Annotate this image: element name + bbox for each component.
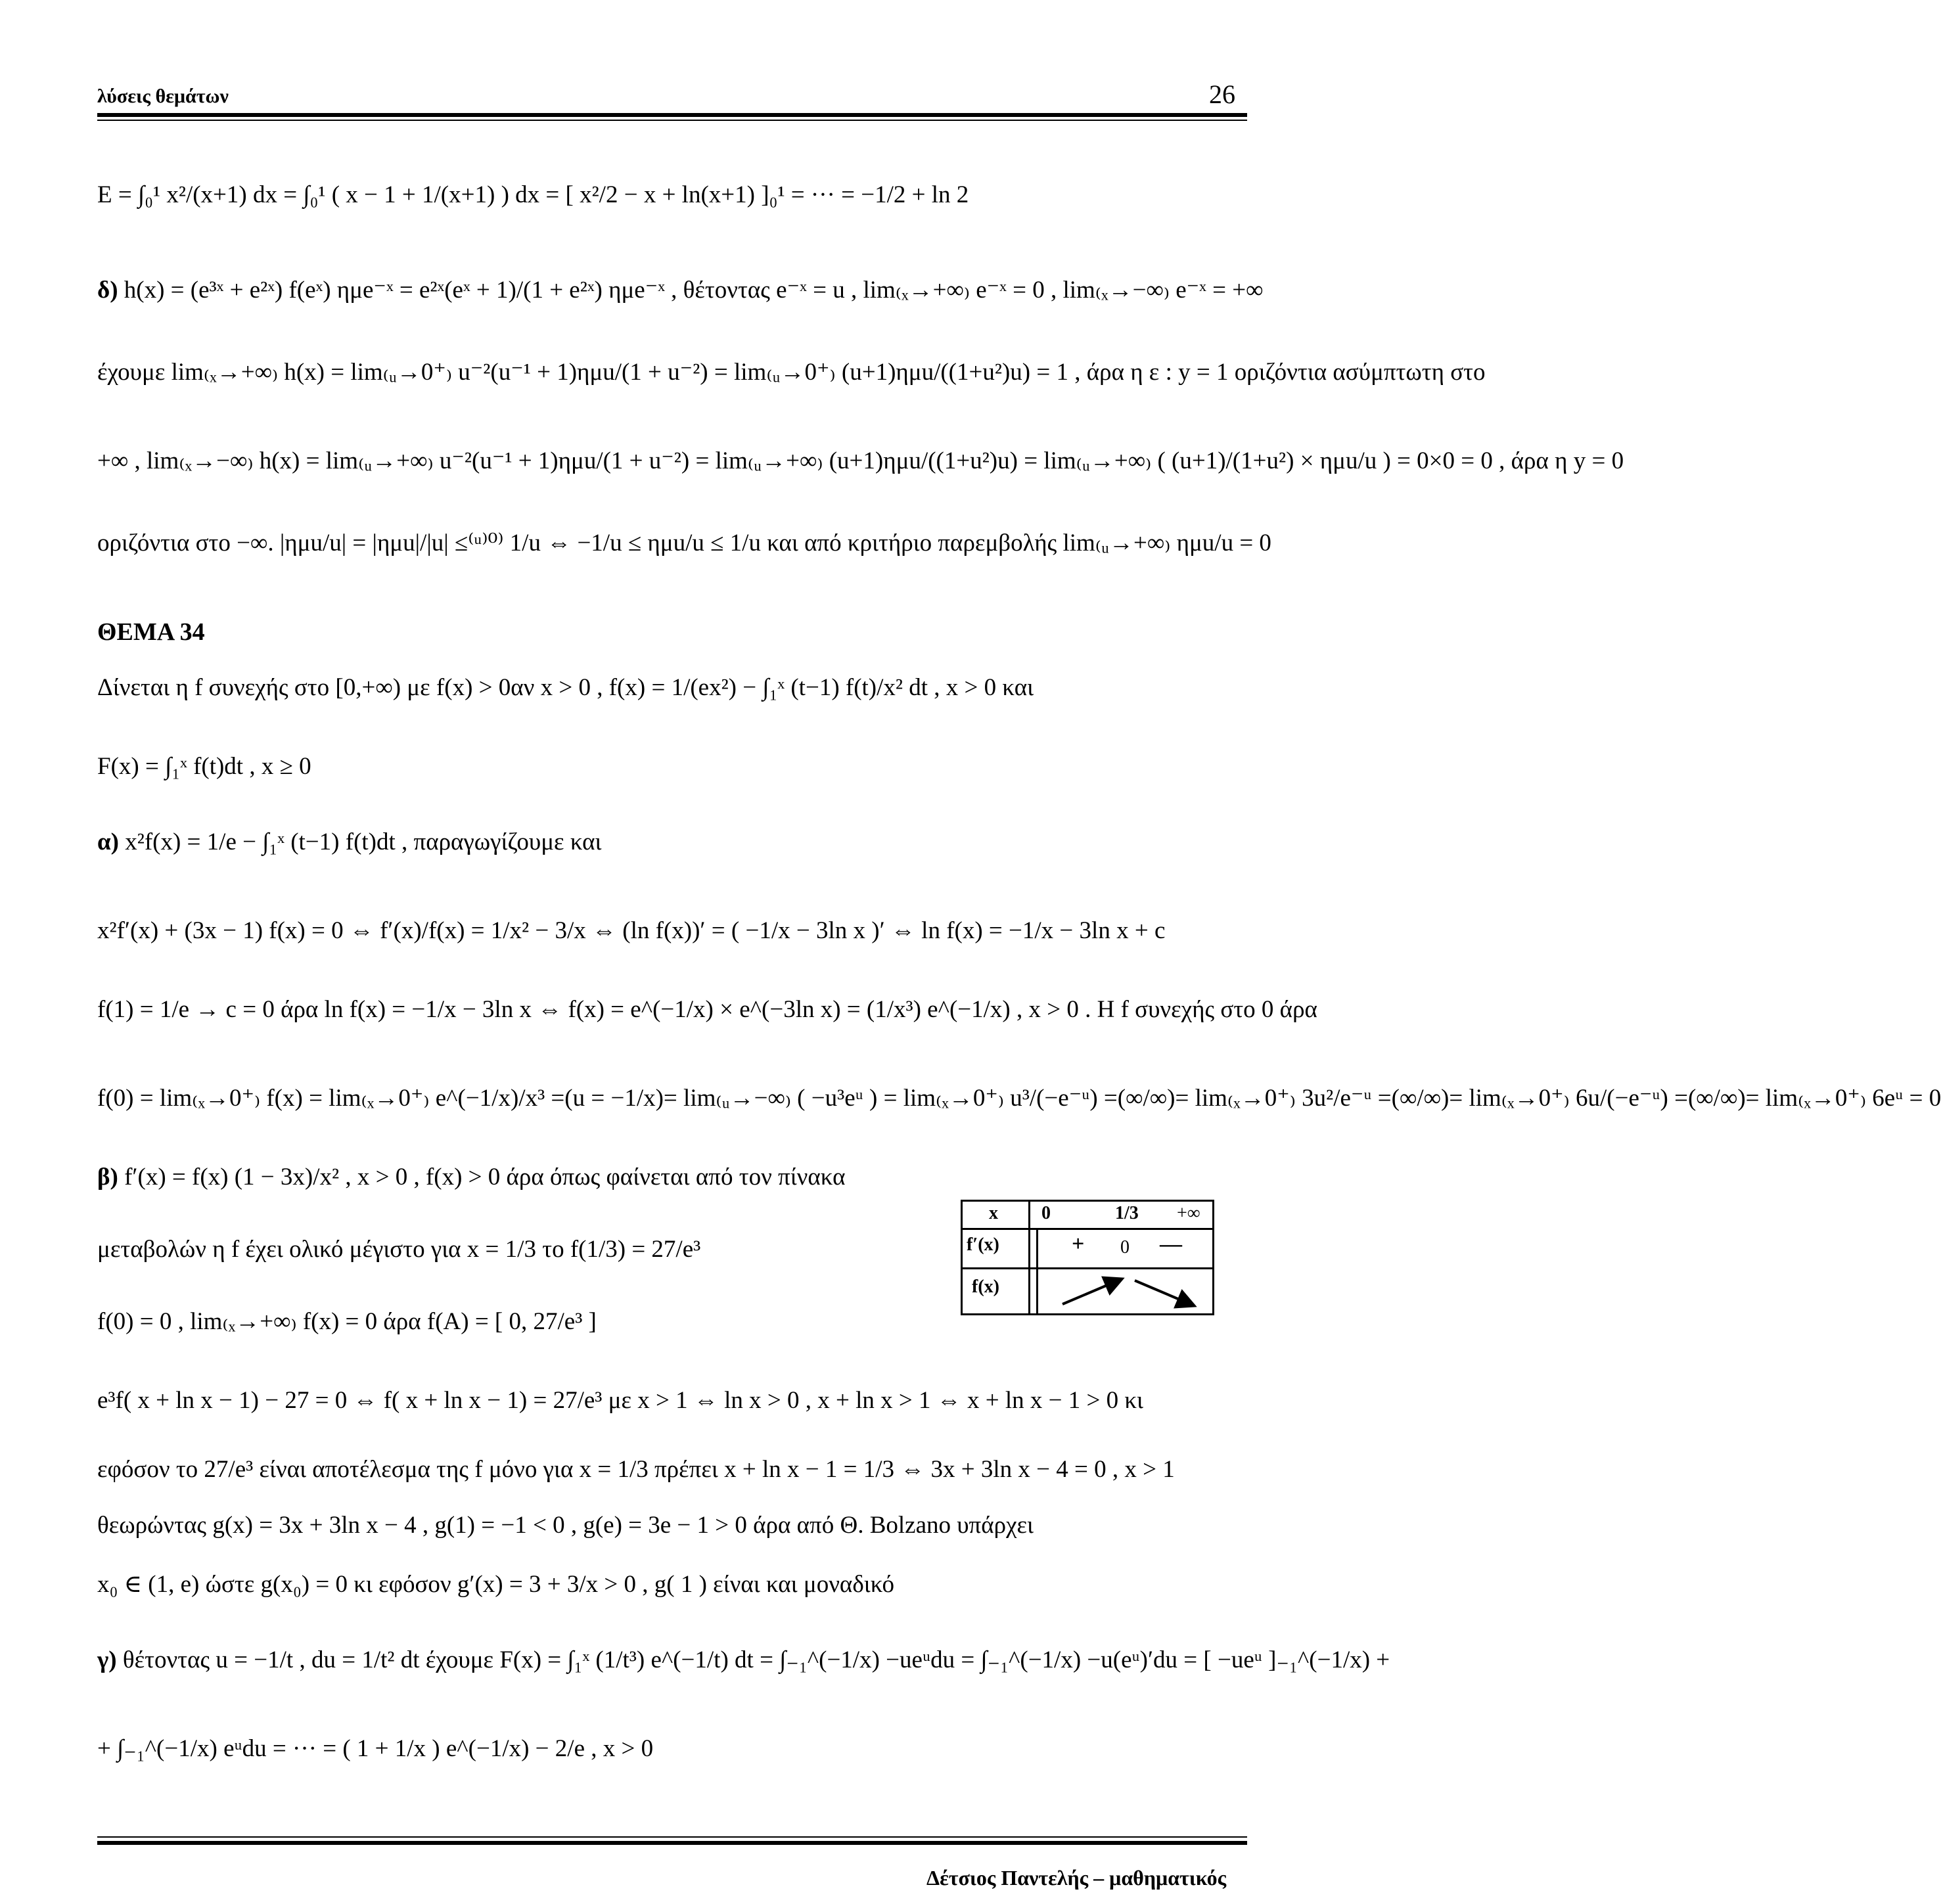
page-number: 26 [1209,79,1235,109]
line-limit-minus: +∞ , lim₍ₓ→−∞₎ h(x) = lim₍ᵤ→+∞₎ u⁻²(u⁻¹ + 1)ημu/(1 + u⁻²) = lim₍ᵤ→+∞₎ (u+1)ημu/((1+u²)u) = lim₍ᵤ→+∞₎ ( (u+1)/(1+u²) × ημu/u ) = 0×0 = 0 , άρα η y = 0 [97,447,1624,474]
header-title: λύσεις θεμάτων [97,85,229,107]
table-f-label: f(x) [972,1277,999,1297]
line-bolzano: θεωρώντας g(x) = 3x + 3ln x − 4 , g(1) = −1 < 0 , g(e) = 3e − 1 > 0 άρα από Θ. Bolzano υπάρχει [97,1512,1034,1539]
line-unique: x₀ ∈ (1, e) ώστε g(x₀) = 0 κι εφόσον g′(x) = 3 + 3/x > 0 , g( 1 ) είναι και μοναδικό [97,1571,895,1598]
line-alpha [97,828,1254,857]
variation-table [961,1200,1214,1315]
table-row-divider [963,1228,1212,1230]
line-max: μεταβολών η f έχει ολικό μέγιστο για x = 1/3 το f(1/3) = 27/e³ [97,1236,701,1263]
line-delta [97,276,1264,305]
line-F-def: F(x) = ∫₁ˣ f(t)dt , x ≥ 0 [97,753,311,780]
table-arrows [1036,1267,1212,1313]
table-x-value: +∞ [1177,1203,1200,1223]
footer-rule-thick [97,1841,1247,1845]
label-gamma: γ) [97,1646,117,1673]
line-diff-eq: x²f′(x) + (3x − 1) f(x) = 0 ⇔ f′(x)/f(x) = 1/x² − 3/x ⇔ (ln f(x))′ = ( −1/x − 3ln x )′ ⇔ ln f(x) = −1/x − 3ln x + c [97,917,1166,944]
line-squeeze: οριζόντια στο −∞. |ημu/u| = |ημu|/|u| ≤⁽ᵘ⁾⁰⁾ 1/u ⇔ −1/u ≤ ημu/u ≤ 1/u και από κριτήριο παρεμβολής lim₍ᵤ→+∞₎ ημu/u = 0 [97,530,1271,556]
text-alpha: x²f(x) = 1/e − ∫₁ˣ (t−1) f(t)dt , παραγωγίζουμε και [125,828,602,855]
table-x-value: 0 [1041,1203,1051,1223]
table-x-label: x [989,1203,998,1223]
footer-rule-thin [97,1836,1247,1838]
table-sign-zero: 0 [1120,1237,1130,1258]
table-sign-minus: — [1160,1232,1182,1256]
table-sign-plus: + [1072,1232,1085,1256]
line-beta [97,1163,1254,1192]
arrow-decreasing-icon [1135,1281,1187,1303]
label-beta: β) [97,1164,118,1190]
text-delta: h(x) = (e³ˣ + e²ˣ) f(eˣ) ημe⁻ˣ = e²ˣ(eˣ + 1)/(1 + e²ˣ) ημe⁻ˣ , θέτοντας e⁻ˣ = u , lim₍ₓ→+∞₎ e⁻ˣ = 0 , lim₍ₓ→−∞₎ e⁻ˣ = +∞ [124,277,1264,304]
footer-author: Δέτσιος Παντελής – μαθηματικός [926,1866,1227,1890]
line-equation: e³f( x + ln x − 1) − 27 = 0 ⇔ f( x + ln x − 1) = 27/e³ με x > 1 ⇔ ln x > 0 , x + ln x > 1 ⇔ x + ln x − 1 > 0 κι [97,1387,1143,1414]
theme-title: ΘΕΜΑ 34 [97,618,205,646]
table-fprime-label: f′(x) [967,1235,999,1255]
header-rule-thin [97,120,1247,121]
table-col-divider [1028,1202,1030,1313]
table-x-value: 1/3 [1115,1203,1139,1223]
header-rule-thick [97,113,1247,117]
line-f-zero: f(0) = lim₍ₓ→0⁺₎ f(x) = lim₍ₓ→0⁺₎ e^(−1/x)/x³ =(u = −1/x)= lim₍ᵤ→−∞₎ ( −u³eᵘ ) = lim₍ₓ→0⁺₎ u³/(−e⁻ᵘ) =(∞/∞)= lim₍ₓ→0⁺₎ 3u²/e⁻ᵘ =(∞/∞)= lim₍ₓ→0⁺₎ 6u/(−e⁻ᵘ) =(∞/∞)= lim₍ₓ→0⁺₎ 6eᵘ = 0 [97,1085,1941,1112]
line-F-result: + ∫₋₁^(−1/x) eᵘdu = ··· = ( 1 + 1/x ) e^(−1/x) − 2/e , x > 0 [97,1735,654,1762]
line-limit-plus: έχουμε lim₍ₓ→+∞₎ h(x) = lim₍ᵤ→0⁺₎ u⁻²(u⁻¹ + 1)ημu/(1 + u⁻²) = lim₍ᵤ→0⁺₎ (u+1)ημu/((1+u²)u) = 1 , άρα η ε : y = 1 οριζόντια ασύμπτωτη στο [97,359,1486,386]
line-given: Δίνεται η f συνεχής στο [0,+∞) με f(x) > 0αν x > 0 , f(x) = 1/(ex²) − ∫₁ˣ (t−1) f(t)/x² dt , x > 0 και [97,674,1034,701]
line-condition: εφόσον το 27/e³ είναι αποτέλεσμα της f μόνο για x = 1/3 πρέπει x + ln x − 1 = 1/3 ⇔ 3x + 3ln x − 4 = 0 , x > 1 [97,1456,1175,1483]
label-delta: δ) [97,277,118,304]
label-alpha: α) [97,828,119,855]
line-solution: f(1) = 1/e → c = 0 άρα ln f(x) = −1/x − 3ln x ⇔ f(x) = e^(−1/x) × e^(−3ln x) = (1/x³) e^(−1/x) , x > 0 . Η f συνεχής στο 0 άρα [97,996,1317,1023]
text-gamma: θέτοντας u = −1/t , du = 1/t² dt έχουμε F(x) = ∫₁ˣ (1/t³) e^(−1/t) dt = ∫₋₁^(−1/x) −ueᵘdu = ∫₋₁^(−1/x) −u(eᵘ)′du = [ −ueᵘ ]₋₁^(−1/x) + [122,1646,1390,1673]
text-beta: f′(x) = f(x) (1 − 3x)/x² , x > 0 , f(x) > 0 άρα όπως φαίνεται από τον πίνακα [124,1164,846,1190]
arrow-increasing-icon [1062,1282,1115,1304]
line-gamma [97,1646,1390,1675]
line-range: f(0) = 0 , lim₍ₓ→+∞₎ f(x) = 0 άρα f(A) = [ 0, 27/e³ ] [97,1308,597,1335]
line-integral-E: E = ∫₀¹ x²/(x+1) dx = ∫₀¹ ( x − 1 + 1/(x+1) ) dx = [ x²/2 − x + ln(x+1) ]₀¹ = ··· = −1/2 + ln 2 [97,181,969,208]
